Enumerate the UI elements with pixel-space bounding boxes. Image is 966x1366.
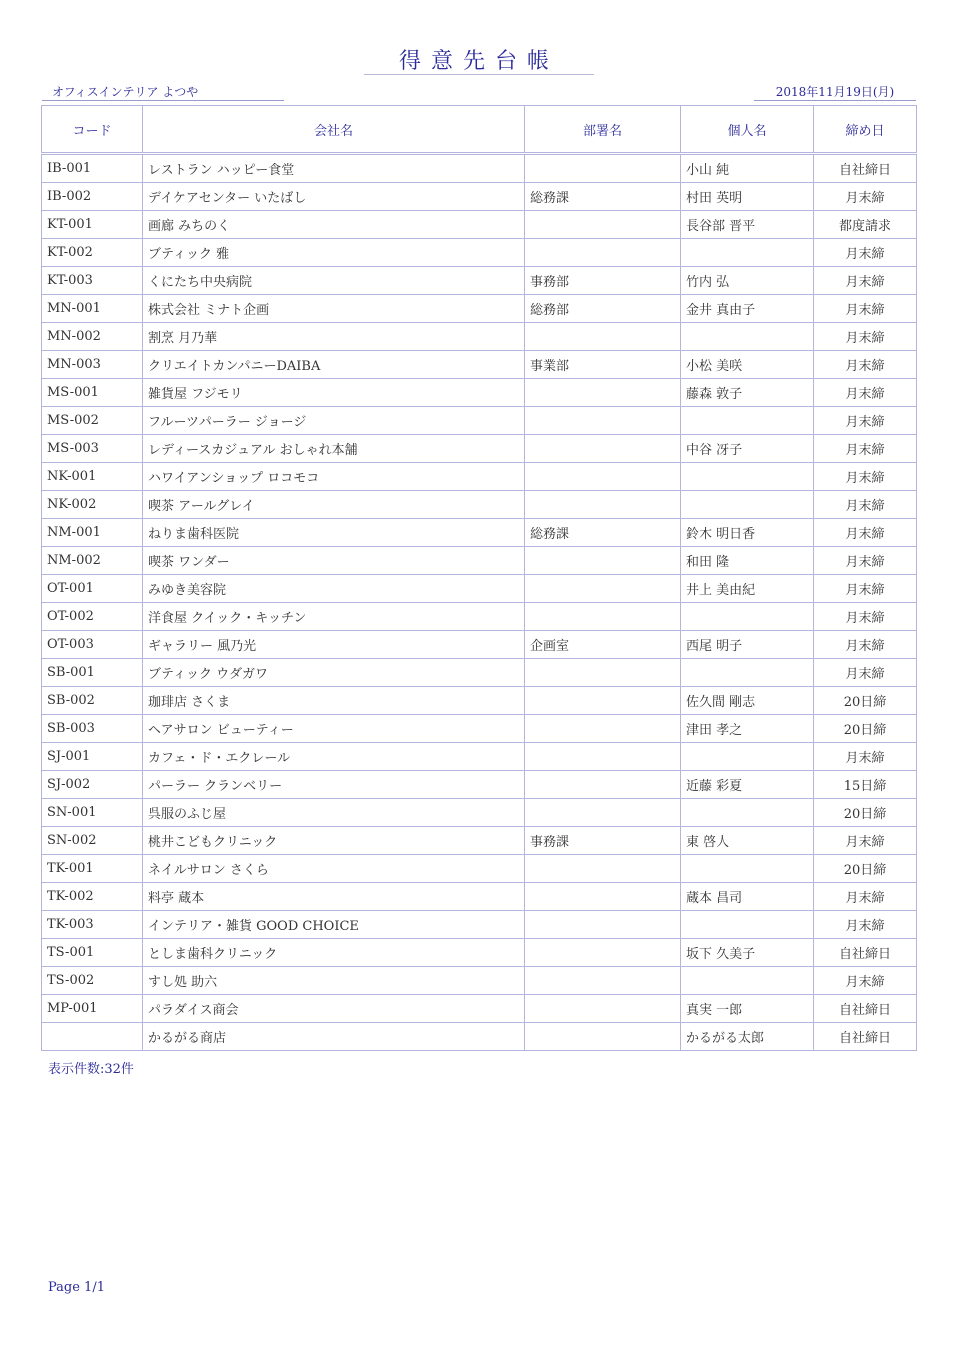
cell-department	[525, 883, 681, 911]
cell-closing: 月末締	[814, 547, 917, 575]
table-row	[42, 715, 917, 743]
cell-company: 洋食屋 クイック・キッチン	[143, 603, 525, 631]
cell-company: ブティック ウダガワ	[143, 659, 525, 687]
table-row	[42, 631, 917, 659]
cell-person: 坂下 久美子	[681, 939, 814, 967]
cell-person: 真実 一郎	[681, 995, 814, 1023]
cell-company: ギャラリー 風乃光	[143, 631, 525, 659]
cell-person: 竹内 弘	[681, 267, 814, 295]
cell-company: パラダイス商会	[143, 995, 525, 1023]
table-row	[42, 239, 917, 267]
customer-ledger-table	[41, 105, 917, 1051]
table-body	[42, 154, 917, 1051]
cell-closing: 月末締	[814, 491, 917, 519]
cell-department	[525, 463, 681, 491]
cell-company: 雑貨屋 フジモリ	[143, 379, 525, 407]
cell-closing: 月末締	[814, 463, 917, 491]
title-underline	[364, 74, 594, 75]
cell-department	[525, 659, 681, 687]
column-header-closing: 締め日	[814, 106, 917, 154]
cell-code: SN-001	[42, 799, 143, 827]
cell-company: ねりま歯科医院	[143, 519, 525, 547]
table-row	[42, 967, 917, 995]
cell-person: 近藤 彩夏	[681, 771, 814, 799]
table-row	[42, 771, 917, 799]
cell-person	[681, 799, 814, 827]
cell-person	[681, 603, 814, 631]
cell-company: みゆき美容院	[143, 575, 525, 603]
cell-code: MN-002	[42, 323, 143, 351]
cell-department	[525, 211, 681, 239]
cell-closing: 20日締	[814, 799, 917, 827]
page-number: Page 1/1	[48, 1280, 105, 1295]
cell-department	[525, 547, 681, 575]
cell-closing: 自社締日	[814, 1023, 917, 1051]
date-underline	[754, 100, 916, 101]
cell-company: インテリア・雑貨 GOOD CHOICE	[143, 911, 525, 939]
table-row	[42, 659, 917, 687]
cell-company: ハワイアンショップ ロコモコ	[143, 463, 525, 491]
cell-person: 中谷 冴子	[681, 435, 814, 463]
cell-code: MS-001	[42, 379, 143, 407]
table-row	[42, 519, 917, 547]
cell-code: NM-001	[42, 519, 143, 547]
table-row	[42, 435, 917, 463]
cell-company: ネイルサロン さくら	[143, 855, 525, 883]
cell-person: 井上 美由紀	[681, 575, 814, 603]
cell-closing: 都度請求	[814, 211, 917, 239]
cell-closing: 月末締	[814, 435, 917, 463]
cell-company: デイケアセンター いたばし	[143, 183, 525, 211]
cell-department	[525, 799, 681, 827]
cell-person: かるがる太郎	[681, 1023, 814, 1051]
cell-code: NK-002	[42, 491, 143, 519]
cell-company: 株式会社 ミナト企画	[143, 295, 525, 323]
cell-code: TK-001	[42, 855, 143, 883]
table-header-row	[42, 106, 917, 154]
cell-person	[681, 491, 814, 519]
table-row	[42, 323, 917, 351]
cell-code: NM-002	[42, 547, 143, 575]
cell-department	[525, 995, 681, 1023]
cell-person: 和田 隆	[681, 547, 814, 575]
cell-department	[525, 967, 681, 995]
cell-closing: 月末締	[814, 883, 917, 911]
cell-closing: 月末締	[814, 659, 917, 687]
cell-company: 桃井こどもクリニック	[143, 827, 525, 855]
cell-company: 割烹 月乃華	[143, 323, 525, 351]
table-row	[42, 687, 917, 715]
cell-person	[681, 407, 814, 435]
cell-department	[525, 575, 681, 603]
cell-closing: 自社締日	[814, 995, 917, 1023]
cell-company: としま歯科クリニック	[143, 939, 525, 967]
cell-person: 藤森 敦子	[681, 379, 814, 407]
column-header-person: 個人名	[681, 106, 814, 154]
cell-department: 事業部	[525, 351, 681, 379]
column-header-company: 会社名	[143, 106, 525, 154]
cell-code: MS-003	[42, 435, 143, 463]
record-count: 表示件数:32件	[48, 1062, 134, 1077]
cell-closing: 15日締	[814, 771, 917, 799]
table-row	[42, 827, 917, 855]
cell-closing: 月末締	[814, 967, 917, 995]
table-row	[42, 743, 917, 771]
cell-closing: 月末締	[814, 603, 917, 631]
report-date: 2018年11月19日(月)	[775, 85, 895, 99]
cell-company: レストラン ハッピー食堂	[143, 154, 525, 183]
table-row	[42, 939, 917, 967]
cell-department: 企画室	[525, 631, 681, 659]
cell-closing: 20日締	[814, 715, 917, 743]
cell-department	[525, 1023, 681, 1051]
cell-company: カフェ・ド・エクレール	[143, 743, 525, 771]
table-row	[42, 463, 917, 491]
cell-code: MN-003	[42, 351, 143, 379]
cell-closing: 月末締	[814, 911, 917, 939]
cell-person	[681, 743, 814, 771]
cell-code: IB-002	[42, 183, 143, 211]
cell-person: 小山 純	[681, 154, 814, 183]
cell-department	[525, 154, 681, 183]
table-row	[42, 211, 917, 239]
cell-department: 事務課	[525, 827, 681, 855]
cell-closing: 月末締	[814, 295, 917, 323]
cell-department	[525, 771, 681, 799]
cell-company: 珈琲店 さくま	[143, 687, 525, 715]
cell-department	[525, 715, 681, 743]
cell-company: ブティック 雅	[143, 239, 525, 267]
cell-closing: 月末締	[814, 239, 917, 267]
cell-code: SJ-002	[42, 771, 143, 799]
cell-department	[525, 743, 681, 771]
cell-person: 村田 英明	[681, 183, 814, 211]
cell-closing: 月末締	[814, 267, 917, 295]
cell-closing: 20日締	[814, 855, 917, 883]
cell-person	[681, 967, 814, 995]
cell-closing: 自社締日	[814, 939, 917, 967]
company-underline	[42, 100, 284, 101]
table-row	[42, 911, 917, 939]
cell-person: 蔵本 昌司	[681, 883, 814, 911]
cell-person	[681, 659, 814, 687]
cell-department	[525, 687, 681, 715]
table-row	[42, 351, 917, 379]
table-row	[42, 995, 917, 1023]
cell-company: フルーツパーラー ジョージ	[143, 407, 525, 435]
cell-person: 東 啓人	[681, 827, 814, 855]
cell-department	[525, 239, 681, 267]
cell-company: くにたち中央病院	[143, 267, 525, 295]
cell-code: MN-001	[42, 295, 143, 323]
cell-closing: 月末締	[814, 827, 917, 855]
table-row	[42, 855, 917, 883]
cell-person: 津田 孝之	[681, 715, 814, 743]
cell-department	[525, 491, 681, 519]
cell-code: TK-002	[42, 883, 143, 911]
cell-person	[681, 239, 814, 267]
cell-closing: 20日締	[814, 687, 917, 715]
cell-company: 画廊 みちのく	[143, 211, 525, 239]
cell-person	[681, 323, 814, 351]
cell-closing: 月末締	[814, 351, 917, 379]
cell-department	[525, 603, 681, 631]
cell-code: NK-001	[42, 463, 143, 491]
table-row	[42, 491, 917, 519]
table-row	[42, 799, 917, 827]
cell-code: KT-002	[42, 239, 143, 267]
cell-code: IB-001	[42, 154, 143, 183]
cell-person: 鈴木 明日香	[681, 519, 814, 547]
cell-company: 料亭 蔵本	[143, 883, 525, 911]
cell-company: 喫茶 ワンダー	[143, 547, 525, 575]
table-row	[42, 603, 917, 631]
cell-company: 呉服のふじ屋	[143, 799, 525, 827]
cell-code: TS-001	[42, 939, 143, 967]
cell-department	[525, 855, 681, 883]
cell-department	[525, 435, 681, 463]
cell-closing: 月末締	[814, 407, 917, 435]
cell-code: SB-003	[42, 715, 143, 743]
cell-department	[525, 911, 681, 939]
table-row	[42, 883, 917, 911]
cell-company: レディースカジュアル おしゃれ本舗	[143, 435, 525, 463]
cell-person	[681, 911, 814, 939]
cell-person: 西尾 明子	[681, 631, 814, 659]
cell-code: OT-002	[42, 603, 143, 631]
company-name: オフィスインテリア よつや	[52, 85, 199, 99]
cell-code: SB-001	[42, 659, 143, 687]
cell-company: 喫茶 アールグレイ	[143, 491, 525, 519]
cell-code: SN-002	[42, 827, 143, 855]
cell-department: 総務課	[525, 183, 681, 211]
cell-person: 小松 美咲	[681, 351, 814, 379]
cell-code: KT-001	[42, 211, 143, 239]
cell-code: OT-001	[42, 575, 143, 603]
table-row	[42, 267, 917, 295]
column-header-department: 部署名	[525, 106, 681, 154]
cell-company: かるがる商店	[143, 1023, 525, 1051]
cell-closing: 月末締	[814, 183, 917, 211]
cell-department: 総務課	[525, 519, 681, 547]
cell-company: すし処 助六	[143, 967, 525, 995]
cell-person: 佐久間 剛志	[681, 687, 814, 715]
cell-person	[681, 463, 814, 491]
cell-department	[525, 407, 681, 435]
table-row	[42, 154, 917, 183]
cell-closing: 月末締	[814, 743, 917, 771]
cell-code: OT-003	[42, 631, 143, 659]
cell-department	[525, 939, 681, 967]
table-row	[42, 1023, 917, 1051]
column-header-code: コード	[42, 106, 143, 154]
cell-department	[525, 323, 681, 351]
table-row	[42, 379, 917, 407]
cell-code: SB-002	[42, 687, 143, 715]
cell-code: KT-003	[42, 267, 143, 295]
table-row	[42, 295, 917, 323]
cell-code: TS-002	[42, 967, 143, 995]
table-row	[42, 547, 917, 575]
cell-code	[42, 1023, 143, 1051]
cell-person: 長谷部 晋平	[681, 211, 814, 239]
cell-code: SJ-001	[42, 743, 143, 771]
cell-company: ヘアサロン ビューティー	[143, 715, 525, 743]
cell-closing: 月末締	[814, 631, 917, 659]
table-row	[42, 183, 917, 211]
cell-department	[525, 379, 681, 407]
cell-department: 総務部	[525, 295, 681, 323]
cell-person	[681, 855, 814, 883]
cell-code: TK-003	[42, 911, 143, 939]
table-row	[42, 575, 917, 603]
cell-code: MS-002	[42, 407, 143, 435]
cell-company: クリエイトカンパニーDAIBA	[143, 351, 525, 379]
cell-person: 金井 真由子	[681, 295, 814, 323]
table-row	[42, 407, 917, 435]
cell-closing: 月末締	[814, 575, 917, 603]
cell-closing: 自社締日	[814, 154, 917, 183]
cell-closing: 月末締	[814, 519, 917, 547]
cell-closing: 月末締	[814, 379, 917, 407]
cell-closing: 月末締	[814, 323, 917, 351]
cell-company: パーラー クランベリー	[143, 771, 525, 799]
cell-code: MP-001	[42, 995, 143, 1023]
page-title: 得意先台帳	[398, 49, 559, 74]
cell-department: 事務部	[525, 267, 681, 295]
